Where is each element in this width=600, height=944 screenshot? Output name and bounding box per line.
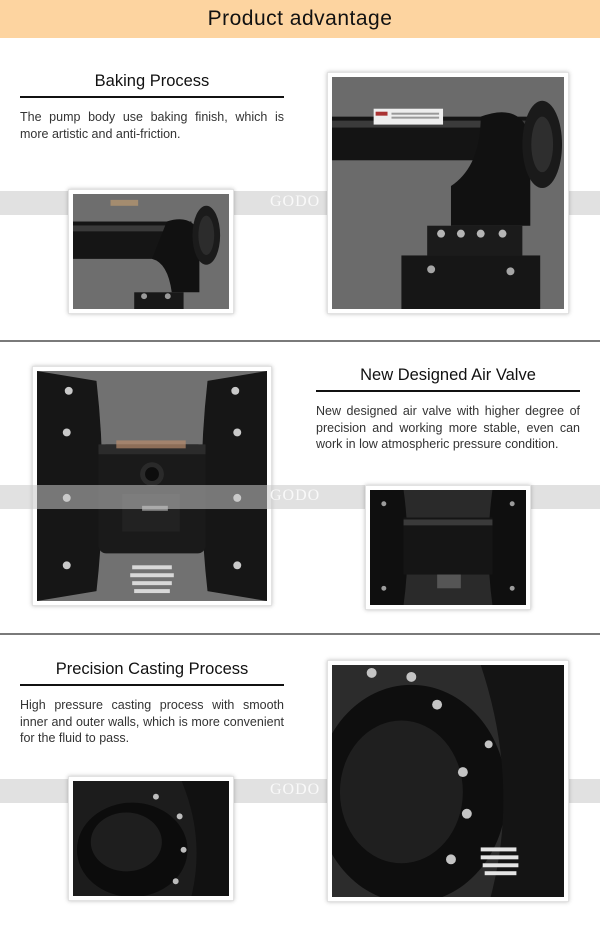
- watermark-text: GODO: [270, 487, 321, 504]
- section-desc-casting: High pressure casting process with smooth inner and outer walls, which is more convenient for the fluid to pass.: [20, 698, 284, 745]
- watermark-text: GODO: [270, 781, 321, 798]
- air-valve-detail-photo: [365, 485, 531, 610]
- section-desc-air-valve: New designed air valve with higher degree of precision and working more stable, even can work in low atmospheric pressure condition.: [316, 404, 580, 451]
- section-title-casting: Precision Casting Process: [20, 660, 284, 686]
- section-divider: [0, 633, 600, 635]
- baking-detail-photo: [68, 189, 234, 314]
- watermark-text: GODO: [270, 193, 321, 210]
- casting-detail-photo: [68, 776, 234, 901]
- baking-main-photo: [327, 72, 569, 314]
- section-divider: [0, 340, 600, 342]
- section-desc-baking: The pump body use baking finish, which is more artistic and anti-friction.: [20, 110, 284, 141]
- casting-main-photo: [327, 660, 569, 902]
- page-header: [0, 0, 600, 38]
- section-title-air-valve: New Designed Air Valve: [316, 366, 580, 392]
- section-title-baking: Baking Process: [20, 72, 284, 98]
- page-title: Product advantage: [207, 7, 393, 30]
